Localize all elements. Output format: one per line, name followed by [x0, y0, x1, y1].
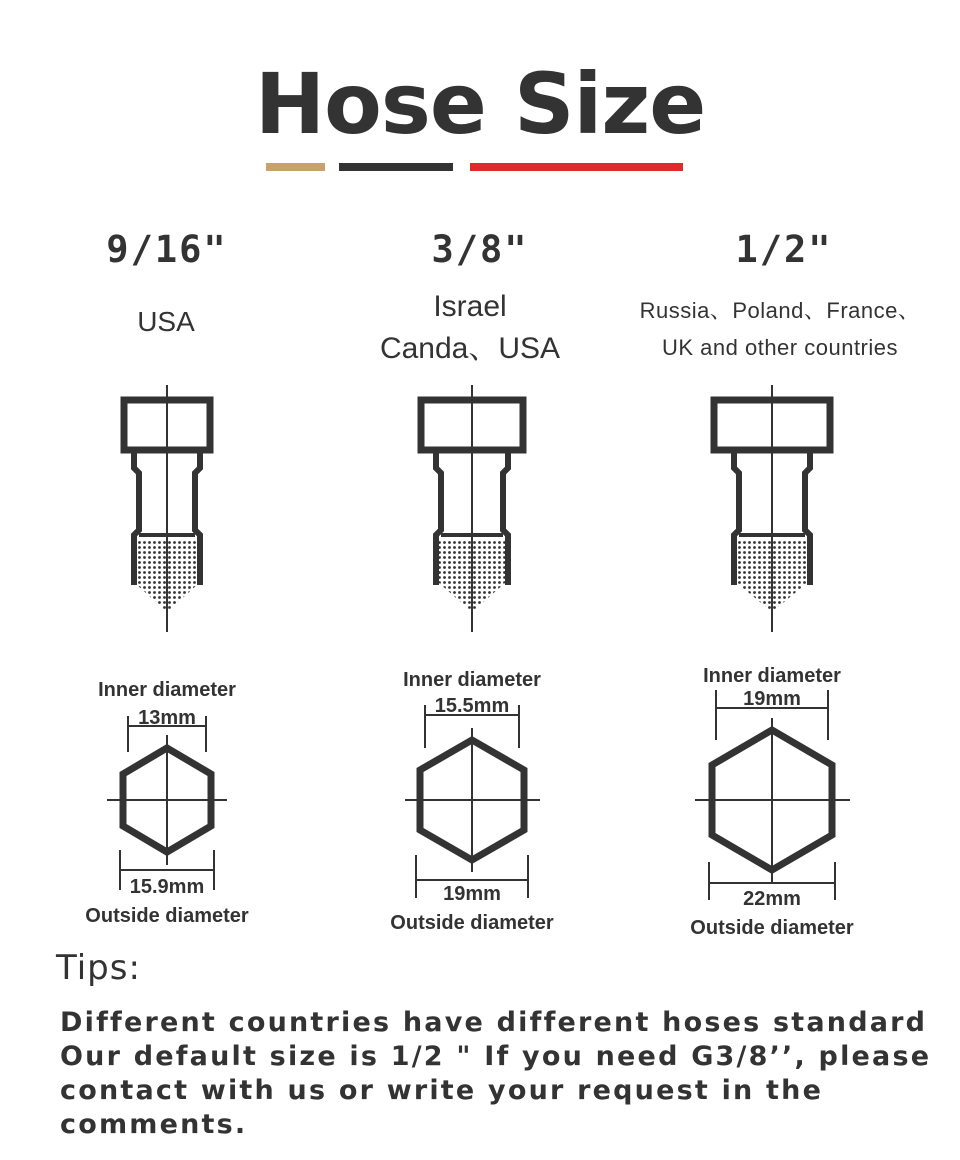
outer-diameter-value: 19mm — [443, 883, 501, 905]
hex-nut-icon — [405, 705, 540, 898]
tips-body — [60, 1006, 940, 1142]
tips-line: Different countries have different hoses standard — [60, 1007, 928, 1038]
size-label-9-16: 9/16" — [106, 228, 228, 271]
hose-fitting-icon — [124, 385, 210, 632]
outer-diameter-label: Outside diameter — [690, 917, 854, 939]
page-title: Hose Size — [254, 55, 706, 153]
country-line: Canda、USA — [379, 332, 561, 365]
inner-diameter-label: Inner diameter — [703, 665, 841, 687]
outer-diameter-value: 22mm — [743, 888, 801, 910]
inner-diameter-label: Inner diameter — [98, 679, 236, 701]
inner-diameter-value: 13mm — [138, 707, 196, 729]
tips-line: Our default size is 1/2 " If you need G3/8’’, please — [60, 1041, 932, 1072]
inner-diameter-value: 19mm — [743, 688, 801, 710]
hose-fitting-icon — [714, 385, 830, 632]
country-line: Israel — [433, 290, 507, 323]
tips-title: Tips: — [56, 948, 141, 988]
size-label-3-8: 3/8" — [431, 228, 529, 271]
tips-line: comments. — [60, 1109, 248, 1140]
outer-diameter-label: Outside diameter — [85, 905, 249, 927]
country-line: USA — [137, 306, 195, 337]
country-line: UK and other countries — [661, 335, 899, 360]
inner-diameter-value: 15.5mm — [434, 695, 510, 717]
outer-diameter-value: 15.9mm — [129, 876, 205, 898]
hose-fitting-icon — [421, 385, 523, 632]
country-line: Russia、Poland、France、 — [639, 298, 921, 323]
tips-line: contact with us or write your request in the — [60, 1075, 824, 1106]
size-label-1-2: 1/2" — [735, 228, 833, 271]
inner-diameter-label: Inner diameter — [403, 669, 541, 691]
hex-nut-icon — [107, 716, 227, 890]
outer-diameter-label: Outside diameter — [390, 912, 554, 934]
hex-nut-icon — [695, 690, 850, 900]
